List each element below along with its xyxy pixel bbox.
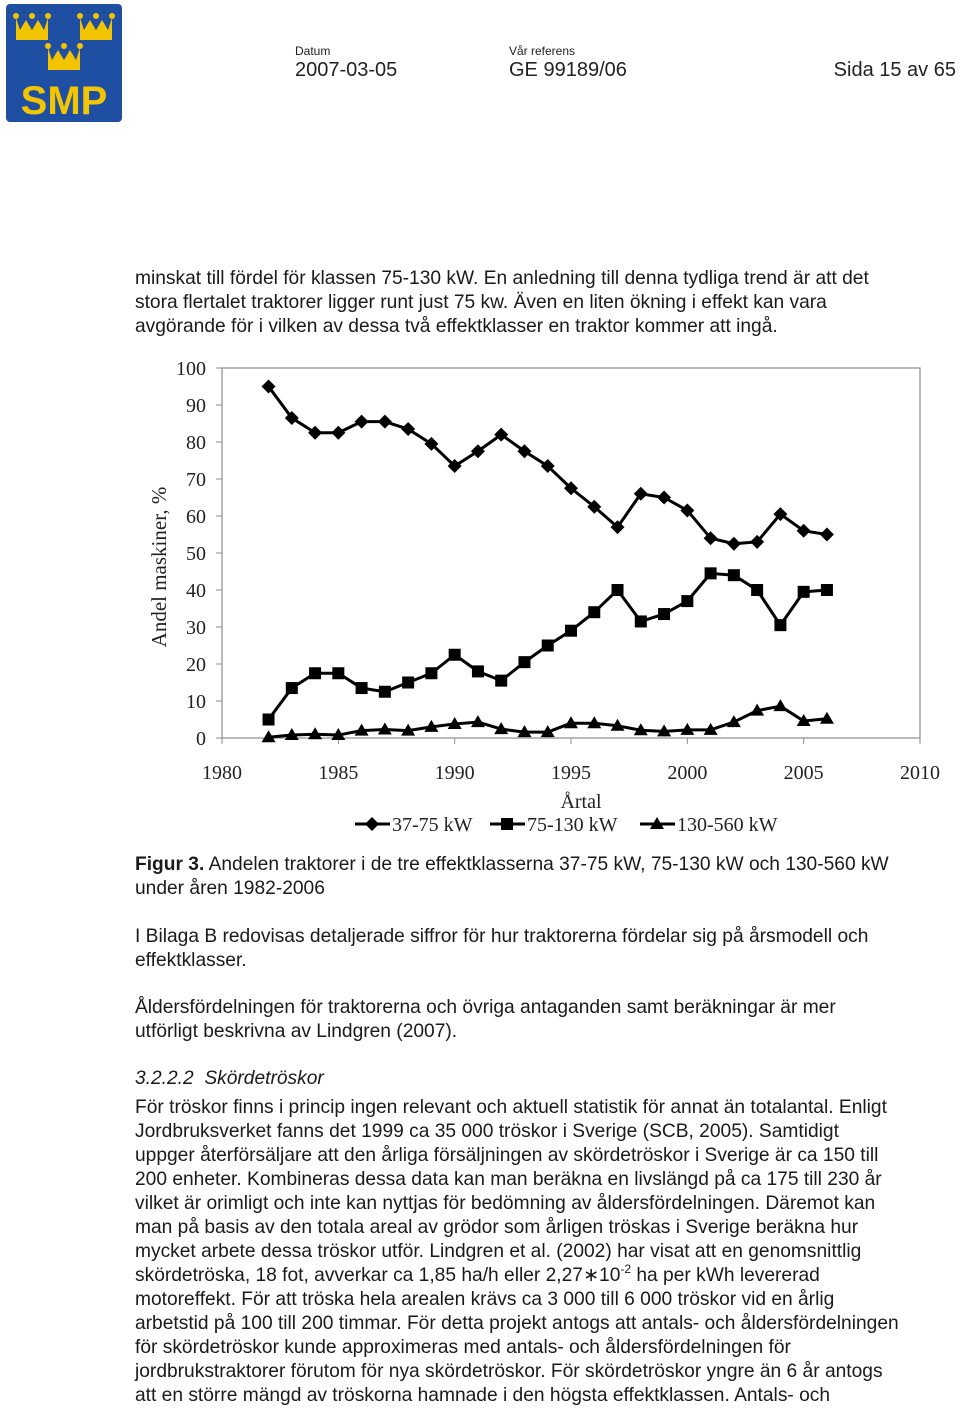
legend-label-130-560-kw: 130-560 kW	[677, 814, 778, 836]
page-number: Sida 15 av 65	[833, 59, 956, 81]
data-point-75-130-kw	[798, 586, 810, 598]
y-tick-label: 80	[186, 432, 206, 454]
date-block	[295, 44, 397, 82]
data-point-75-130-kw	[518, 656, 530, 668]
text-line: effektklasser.	[135, 950, 247, 971]
section-title: Skördetröskor	[204, 1068, 324, 1089]
text-line: 200 enheter. Kombineras dessa data kan man beräkna en livslängd på ca 175 till 230 år	[135, 1169, 882, 1190]
formula-line: skördetröska, 18 fot, avverkar ca 1,85 ha/h eller $2,27∗10^{-2}$ ha per kWh levererad	[135, 1262, 820, 1286]
data-point-130-560-kw	[773, 699, 787, 711]
data-point-75-130-kw	[472, 665, 484, 677]
data-point-75-130-kw	[425, 667, 437, 679]
data-point-75-130-kw	[588, 606, 600, 618]
text-line: I Bilaga B redovisas detaljerade siffror för hur traktorerna fördelar sig på årsmodell och	[135, 926, 869, 947]
bilaga-paragraph	[135, 925, 960, 973]
text-line: motoreffekt. För att tröska hela arealen krävs ca 3 000 till 6 000 tröskor vid en årlig	[135, 1289, 835, 1310]
y-tick-label: 30	[186, 617, 206, 639]
smp-logo	[6, 4, 122, 122]
intro-paragraph	[135, 267, 960, 339]
data-point-37-75-kw	[308, 426, 322, 440]
data-point-75-130-kw	[495, 675, 507, 687]
y-tick-label: 40	[186, 580, 206, 602]
data-point-37-75-kw	[401, 422, 415, 436]
exponent: -2	[620, 1262, 632, 1276]
x-axis-label: Årtal	[560, 791, 602, 813]
y-tick-label: 50	[186, 543, 206, 565]
text-line: Jordbruksverket fanns det 1999 ca 35 000 tröskor i Sverige (SCB, 2005). Samtidigt	[135, 1121, 839, 1142]
y-tick-label: 100	[176, 358, 206, 380]
text-line: jordbrukstraktorer förutom för nya skördetröskor. För skördetröskor yngre än 6 år antogs	[135, 1361, 883, 1382]
data-point-37-75-kw	[331, 426, 345, 440]
data-point-37-75-kw	[355, 415, 369, 429]
date-label: Datum	[295, 44, 331, 58]
x-tick-label: 2005	[783, 762, 824, 784]
date-value: 2007-03-05	[295, 59, 398, 81]
data-point-75-130-kw	[542, 640, 554, 652]
data-point-37-75-kw	[727, 537, 741, 551]
text-line: stora flertalet traktorer ligger runt just 75 kw. Även en liten ökning i effekt kan vara	[135, 292, 827, 313]
y-tick-label: 60	[186, 506, 206, 528]
y-tick-label: 70	[186, 469, 206, 491]
x-tick-label: 1985	[318, 762, 359, 784]
age-distribution-paragraph	[135, 996, 960, 1044]
data-point-75-130-kw	[635, 615, 647, 627]
data-point-75-130-kw	[774, 619, 786, 631]
data-point-75-130-kw	[658, 608, 670, 620]
caption-line2: under åren 1982-2006	[135, 878, 325, 899]
data-point-75-130-kw	[751, 584, 763, 596]
section-number: 3.2.2.2	[135, 1068, 194, 1089]
data-point-75-130-kw	[681, 595, 693, 607]
text-line: Åldersfördelningen för traktorerna och övriga antaganden samt beräkningar är mer	[135, 997, 836, 1018]
data-point-75-130-kw	[263, 714, 275, 726]
tractor-share-chart	[140, 350, 955, 850]
plot-frame	[222, 368, 920, 738]
data-point-75-130-kw	[449, 649, 461, 661]
x-tick-label: 2000	[667, 762, 708, 784]
data-point-37-75-kw	[657, 491, 671, 505]
text-line: utförligt beskrivna av Lindgren (2007).	[135, 1021, 458, 1042]
y-tick-label: 10	[186, 691, 206, 713]
data-point-75-130-kw	[821, 584, 833, 596]
text-line: mycket arbete dessa tröskor utför. Lindgren et al. (2002) har visat att en genomsnittlig	[135, 1241, 862, 1262]
text-line: uppger återförsäljare att den årliga försäljningen av skördetröskor i Sverige är ca 150 till	[135, 1145, 879, 1166]
text-line: att en större mängd av tröskorna hamnade i den högsta effektklassen. Antals- och	[135, 1385, 831, 1406]
data-point-37-75-kw	[820, 528, 834, 542]
text-line: avgörande för i vilken av dessa två effektklasser en traktor kommer att ingå.	[135, 316, 778, 337]
data-point-75-130-kw	[356, 682, 368, 694]
data-point-75-130-kw	[728, 569, 740, 581]
body-paragraph	[135, 1096, 960, 1408]
data-point-75-130-kw	[402, 677, 414, 689]
section-heading	[135, 1067, 960, 1091]
reference-block	[509, 44, 627, 82]
legend-label-75-130-kw: 75-130 kW	[527, 814, 618, 836]
caption-text: Andelen traktorer i de tre effektklasserna 37-75 kW, 75-130 kW och 130-560 kW	[208, 854, 889, 875]
data-point-75-130-kw	[332, 667, 344, 679]
legend-marker-37-75-kw	[365, 817, 379, 831]
text-line: arbetstid på 100 till 200 timmar. För detta projekt antogs att antals- och åldersfördelningen	[135, 1313, 899, 1334]
text-line: man på basis av den totala areal av grödor som årligen tröskas i Sverige beräkna hur	[135, 1217, 859, 1238]
x-tick-label: 1995	[551, 762, 591, 784]
logo-text: SMP	[20, 79, 108, 122]
text-line: för skördetröskor kunde approximeras med antals- och åldersfördelningen för	[135, 1337, 791, 1358]
legend-marker-75-130-kw	[501, 818, 513, 830]
reference-label: Vår referens	[509, 44, 576, 58]
y-axis-label: Andel maskiner, %	[147, 486, 171, 648]
legend-label-37-75-kw: 37-75 kW	[392, 814, 473, 836]
x-tick-label: 1990	[434, 762, 475, 784]
x-tick-label: 1980	[202, 762, 242, 784]
data-point-75-130-kw	[612, 584, 624, 596]
y-tick-label: 0	[196, 728, 206, 750]
text-line: För tröskor finns i princip ingen relevant och aktuell statistik för annat än totalantal. Enligt	[135, 1097, 887, 1118]
data-point-37-75-kw	[378, 415, 392, 429]
y-tick-label: 20	[186, 654, 206, 676]
caption-label: Figur 3.	[135, 854, 205, 875]
y-tick-label: 90	[186, 395, 206, 417]
data-point-75-130-kw	[309, 667, 321, 679]
reference-value: GE 99189/06	[509, 59, 627, 81]
data-point-75-130-kw	[565, 625, 577, 637]
data-point-75-130-kw	[705, 567, 717, 579]
x-tick-label: 2010	[900, 762, 940, 784]
figure-caption	[135, 853, 960, 901]
text-line: minskat till fördel för klassen 75-130 kW. En anledning till denna tydliga trend är att det	[135, 268, 869, 289]
text-line: vilket är orimligt och inte kan nyttjas för bedömning av åldersfördelningen. Däremot kan	[135, 1193, 876, 1214]
data-point-75-130-kw	[379, 686, 391, 698]
data-point-75-130-kw	[286, 682, 298, 694]
